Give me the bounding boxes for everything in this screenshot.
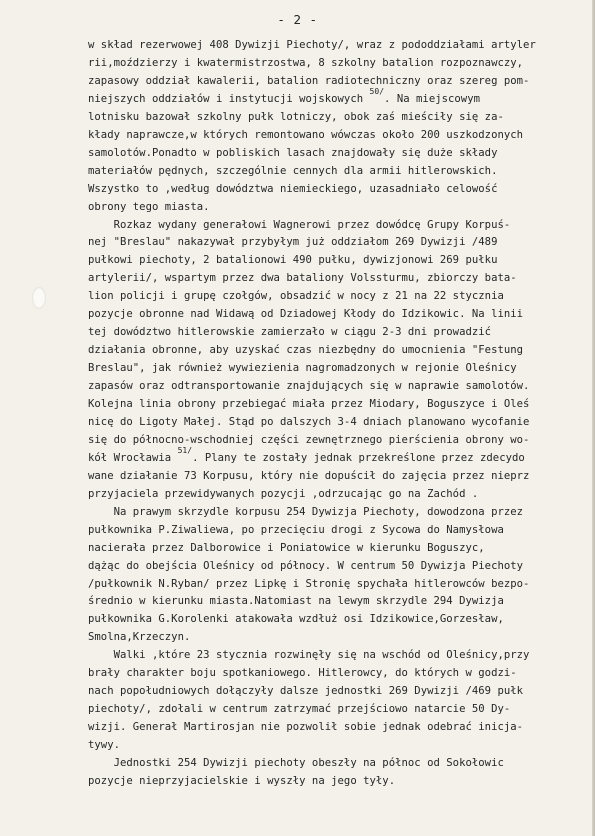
- text-line: [88, 74, 529, 88]
- line-text: kłady naprawcze,w których remontowano wówczas około 200 uszkodzonych: [88, 128, 524, 141]
- line-text: pułkowi piechoty, 2 batalionowi 490 pułku, dywizjonowi 269 pułku: [88, 254, 498, 267]
- line-text: artylerii/, wspartym przez dwa bataliony Volssturmu, zbiorczy bata-: [88, 272, 517, 285]
- text-line: [88, 164, 497, 178]
- line-text: tej dowództwo hitlerowskie zamierzało w ciągu 2-3 dni prowadzić: [88, 326, 492, 339]
- text-line: [88, 271, 517, 285]
- line-text: wane działanie 73 Korpusu, który nie dopuścił do zajęcia przez nieprz: [88, 469, 530, 482]
- text-line: [88, 559, 523, 573]
- line-text: materiałów pędnych, szczególnie cennych dla armii hitlerowskich.: [88, 164, 498, 177]
- text-line: [88, 446, 525, 465]
- text-line: [88, 128, 523, 142]
- line-text: Wszystko to ,według dowództwa niemieckiego, uzasadniało celowość: [88, 182, 498, 195]
- line-text: Na prawym skrzydle korpusu 254 Dywizja Piechoty, dowodzona przez: [88, 505, 524, 518]
- punch-hole: [32, 287, 46, 309]
- line-text: Kolejna linia obrony przebiegać miała przez Miodary, Boguszyce i Oleś: [88, 398, 530, 410]
- text-line: [88, 56, 523, 70]
- line-text: niejszych oddziałów i instytucji wojskowych: [88, 92, 370, 105]
- line-text: tywy.: [88, 739, 120, 752]
- footnote-ref: 51/: [177, 446, 193, 456]
- text-line: [88, 200, 210, 214]
- line-text: nicę do Ligoty Małej. Stąd po dalszych 3-4 dniach planowano wycofanie: [88, 415, 530, 428]
- text-line: [88, 487, 478, 501]
- text-line: [88, 594, 504, 608]
- text-line: [88, 702, 510, 716]
- text-line: [88, 218, 510, 232]
- line-text: pozycje obronne nad Widawą od Dziadowej Kłody do Idzikowic. Na linii: [88, 308, 524, 321]
- line-text: zapasowy oddział kawalerii, batalion radiotechniczny oraz szereg pom-: [88, 74, 530, 87]
- line-text: Rozkaz wydany generałowi Wagnerowi przez dowódcę Grupy Korpuś-: [88, 218, 511, 231]
- text-line: [88, 738, 120, 752]
- text-line: [88, 684, 523, 698]
- line-text: nacierała przez Dalborowice i Poniatowice w kierunku Boguszyc,: [88, 541, 485, 554]
- text-line: [88, 630, 190, 644]
- text-line: [88, 87, 481, 106]
- line-text: lotnisku bazował szkolny pułk lotniczy, obok zaś mieściły się za-: [88, 110, 504, 123]
- text-line: [88, 433, 529, 447]
- text-line: [88, 379, 529, 393]
- text-line: [88, 325, 491, 339]
- line-text: nej "Breslau" nakazywał przybyłym już oddziałom 269 Dywizji /489: [88, 236, 498, 249]
- line-text: kół Wrocławia: [88, 451, 178, 464]
- line-text: rii,moździerzy i kwatermistrzostwa, 8 szkolny batalion rozpoznawczy,: [88, 56, 524, 69]
- text-line: [88, 307, 523, 321]
- text-line: [88, 469, 529, 483]
- text-line: [88, 415, 529, 429]
- line-text: Jednostki 254 Dywizji piechoty obeszły na północ od Sokołowic: [88, 757, 504, 769]
- line-text: się do północno-wschodniej części zewnętrznego pierścienia obrony wo-: [88, 433, 530, 446]
- line-text: w skład rezerwowej 408 Dywizji Piechoty/, wraz z pododdziałami artyler: [88, 39, 536, 51]
- text-line: [88, 343, 523, 357]
- text-line: [88, 612, 504, 626]
- text-line: [88, 110, 504, 124]
- line-text: średnio w kierunku miasta.Natomiast na lewym skrzydle 294 Dywizja: [88, 595, 504, 608]
- line-text: Smolna,Krzeczyn.: [88, 631, 191, 644]
- line-text: obrony tego miasta.: [88, 200, 210, 213]
- text-line: [88, 182, 497, 196]
- text-line: [88, 235, 497, 249]
- line-text: przyjaciela przewidywanych pozycji ,odrzucając go na Zachód .: [88, 487, 479, 500]
- text-line: [88, 577, 529, 591]
- text-line: [88, 523, 504, 537]
- text-line: [88, 505, 523, 519]
- text-line: [88, 397, 529, 411]
- line-text: wizji. Generał Martirosjan nie pozwolił sobie jednak odebrać inicja-: [88, 721, 524, 734]
- text-line: [88, 756, 504, 770]
- line-text-after: . Plany te zostały jednak przekreślone przez zdecydo: [192, 451, 525, 464]
- line-text-after: . Na miejscowym: [384, 92, 481, 105]
- text-line: [88, 361, 517, 375]
- line-text: brały charakter boju spotkaniowego. Hitlerowcy, do których w godzi-: [88, 667, 517, 680]
- page-number: - 2 -: [277, 12, 318, 27]
- line-text: pułkownika G.Korolenki atakowała wzdłuż osi Idzikowice,Gorzesław,: [88, 613, 504, 626]
- line-text: pozycje nieprzyjacielskie i wyszły na jego tyły.: [88, 774, 396, 787]
- text-line: [88, 774, 395, 788]
- line-text: Breslau", jak również wywiezienia nagromadzonych w rejonie Oleśnicy: [88, 362, 517, 375]
- line-text: piechoty/, zdołali w centrum zatrzymać przejściowo natarcie 50 Dy-: [88, 703, 511, 716]
- line-text: lion policji i grupę czołgów, obsadzić w nocy z 21 na 22 stycznia: [88, 290, 504, 303]
- footnote-ref: 50/: [369, 87, 385, 97]
- line-text: /pułkownik N.Ryban/ przez Lipkę i Stronię spychała hitlerowców bezpo-: [88, 577, 530, 590]
- line-text: dążąc do obejścia Oleśnicy od północy. W centrum 50 Dywizja Piechoty: [88, 559, 524, 572]
- line-text: Walki ,które 23 stycznia rozwinęły się na wschód od Oleśnicy,przy: [88, 649, 530, 662]
- text-line: [88, 38, 536, 52]
- line-text: działania obronne, aby uzyskać czas niezbędny do umocnienia "Festung: [88, 344, 524, 357]
- line-text: nach popołudniowych dołączyły dalsze jednostki 269 Dywizji /469 pułk: [88, 685, 524, 698]
- line-text: samolotów.Ponadto w pobliskich lasach znajdowały się duże składy: [88, 146, 498, 159]
- line-text: pułkownika P.Ziwaliewa, po przecięciu drogi z Sycowa do Namysłowa: [88, 523, 504, 536]
- text-line: [88, 720, 523, 734]
- line-text: zapasów oraz odtransportowanie znajdujących się w naprawie samolotów.: [88, 380, 530, 393]
- text-line: [88, 289, 504, 303]
- text-line: [88, 253, 497, 267]
- text-line: [88, 146, 497, 160]
- text-line: [88, 666, 517, 680]
- text-line: [88, 648, 529, 662]
- text-line: [88, 541, 485, 555]
